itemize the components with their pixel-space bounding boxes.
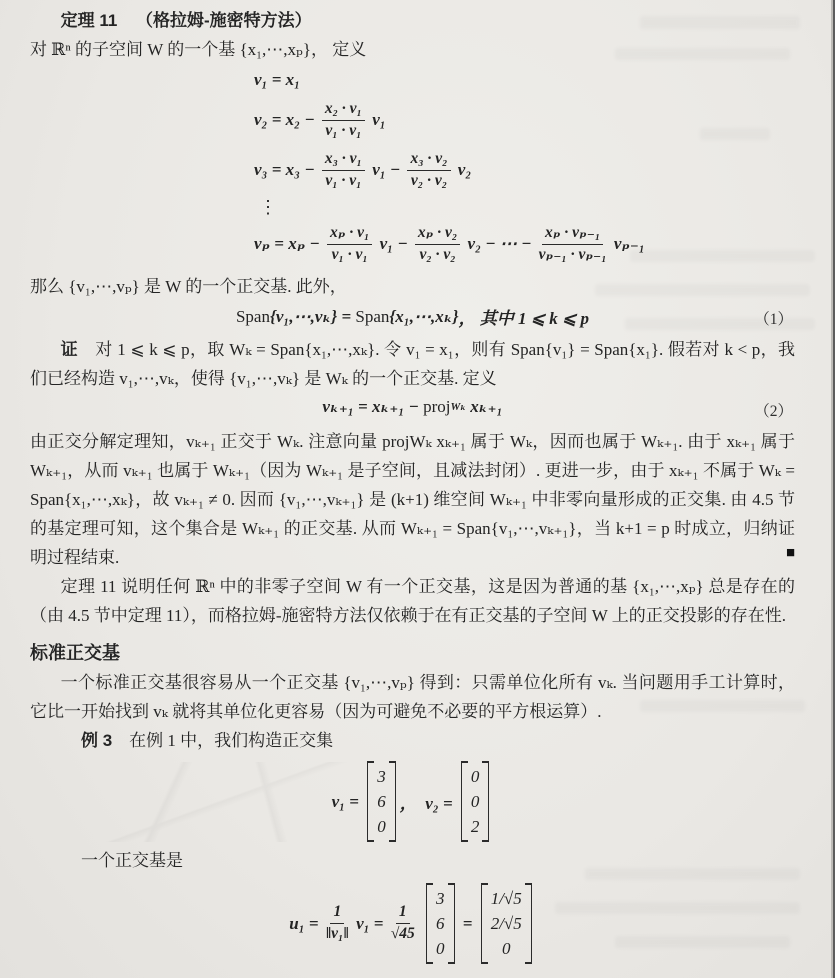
section-heading: 标准正交基: [30, 643, 120, 663]
theorem-label: 定理 11: [60, 11, 118, 30]
vectors-equation-row: [30, 761, 795, 842]
equation-number-1: （1）: [754, 311, 793, 328]
equation-v1: v₁ = x₁: [254, 70, 301, 89]
theorem-intro: 对 ℝⁿ 的子空间 W 的一个基 {x₁,⋯,xₚ}， 定义: [30, 40, 367, 59]
theorem-conclusion: 那么 {v₁,⋯,vₚ} 是 W 的一个正交基. 此外，: [30, 277, 347, 296]
vertical-dots: ⋮: [259, 197, 277, 217]
u1-equation: u₁ = $\frac{1}{\text{‖v₁‖}}$ v₁ = $\frac{1}{√45}$ 3 6 0 = 1/√5 2/√5 0: [289, 883, 536, 964]
proof-text: 对 1 ⩽ k ⩽ p，取 Wₖ = Span{x₁,⋯,xₖ}. 令 v₁ = x₁，则有 Span{v₁} = Span{x₁}. 假若对 k < p，我们已经构造 v₁,⋯,vₖ，使得 {v₁,⋯,vₖ} 是 Wₖ 的一个正交基. 定义: [30, 340, 795, 388]
orthobasis-line: 一个正交基是: [81, 851, 183, 870]
proof-body: [30, 427, 795, 572]
proof-body-text: 由正交分解定理知，vₖ₊₁ 正交于 Wₖ. 注意向量 projWₖ xₖ₊₁ 属于 Wₖ，因而也属于 Wₖ₊₁. 由于 xₖ₊₁ 属于 Wₖ₊₁，从而 vₖ₊₁ 也属于 Wₖ₊₁（因为 Wₖ₊₁ 是子空间，且减法封闭）. 更进一步，由于 xₖ₊₁ 不属于 Wₖ = Span{x₁,⋯,xₖ}，故 vₖ₊₁ ≠ 0. 因而 {v₁,⋯,vₖ₊₁} 是 (k+1) 维空间 Wₖ₊₁ 中非零向量形成的正交集. 由 4.5 节的基定理可知，这个集合是 Wₖ₊₁ 的正交基. 从而 Wₖ₊₁ = Span{v₁,⋯,vₖ₊₁}，当 k+1 = p 时成立，归纳证明过程结束.: [30, 432, 795, 567]
qed-square: ■: [785, 545, 795, 561]
proof-label: 证: [60, 340, 78, 359]
gram-schmidt-equations: [254, 68, 795, 266]
proof-opening: [30, 335, 795, 393]
theorem-heading: [30, 6, 795, 35]
projection-equation: vₖ₊₁ = xₖ₊₁ − proj Wₖ xₖ₊₁: [322, 397, 503, 417]
theorem-title: （格拉姆-施密特方法）: [135, 11, 312, 30]
equation-v3: v₃ = x₃ − $\frac{\text{x₃ · v₁}}{\text{v₁ · v₁}}$ v₁ − $\frac{\text{x₃ · v₂}}{\text{v₂ · v₂}}$ v₂: [254, 149, 472, 189]
span-equation: Span {v₁,⋯,vₖ} = Span {x₁,⋯,xₖ} ， 其中 1 ⩽ k ⩽ p: [235, 306, 590, 328]
projection-equation-row: [30, 396, 795, 424]
equation-v2: v₂ = x₂ − $\frac{\text{x₂ · v₁}}{\text{v₁ · v₁}}$ v₁: [254, 99, 386, 139]
equation-vp: vₚ = xₚ − $\frac{\text{xₚ · v₁}}{\text{v₁ · v₁}}$ v₁ − $\frac{\text{xₚ · v₂}}{\text{v₂ · v₂}}$ v₂ − ⋯ − $\frac{\text{xₚ · vₚ₋₁}}{\text{vₚ₋₁ · vₚ₋₁}}$ vₚ₋₁: [254, 223, 645, 263]
vectors-equation: v₁ = 3 6 0 ， v₂ = 0 0 2: [332, 761, 494, 842]
remark-paragraph: 定理 11 说明任何 ℝⁿ 中的非零子空间 W 有一个正交基，这是因为普通的基 {x₁,⋯,xₚ} 总是存在的（由 4.5 节中定理 11），而格拉姆-施密特方法仅依赖于在有正交基的子空间 W 上的正交投影的存在性.: [30, 577, 795, 625]
span-equation-row: [30, 304, 795, 332]
u1-equation-row: [30, 883, 795, 964]
example-heading: [30, 726, 795, 755]
orthonormal-paragraph: 一个标准正交基很容易从一个正交基 {v₁,⋯,vₚ} 得到：只需单位化所有 vₖ. 当问题用手工计算时，它比一开始找到 vₖ 就将其单位化更容易（因为可避免不必要的平方根运算）.: [30, 673, 795, 721]
equation-number-2: （2）: [754, 403, 793, 420]
example-text: 在例 1 中，我们构造正交集: [112, 731, 334, 750]
example-label: 例 3: [81, 731, 113, 750]
